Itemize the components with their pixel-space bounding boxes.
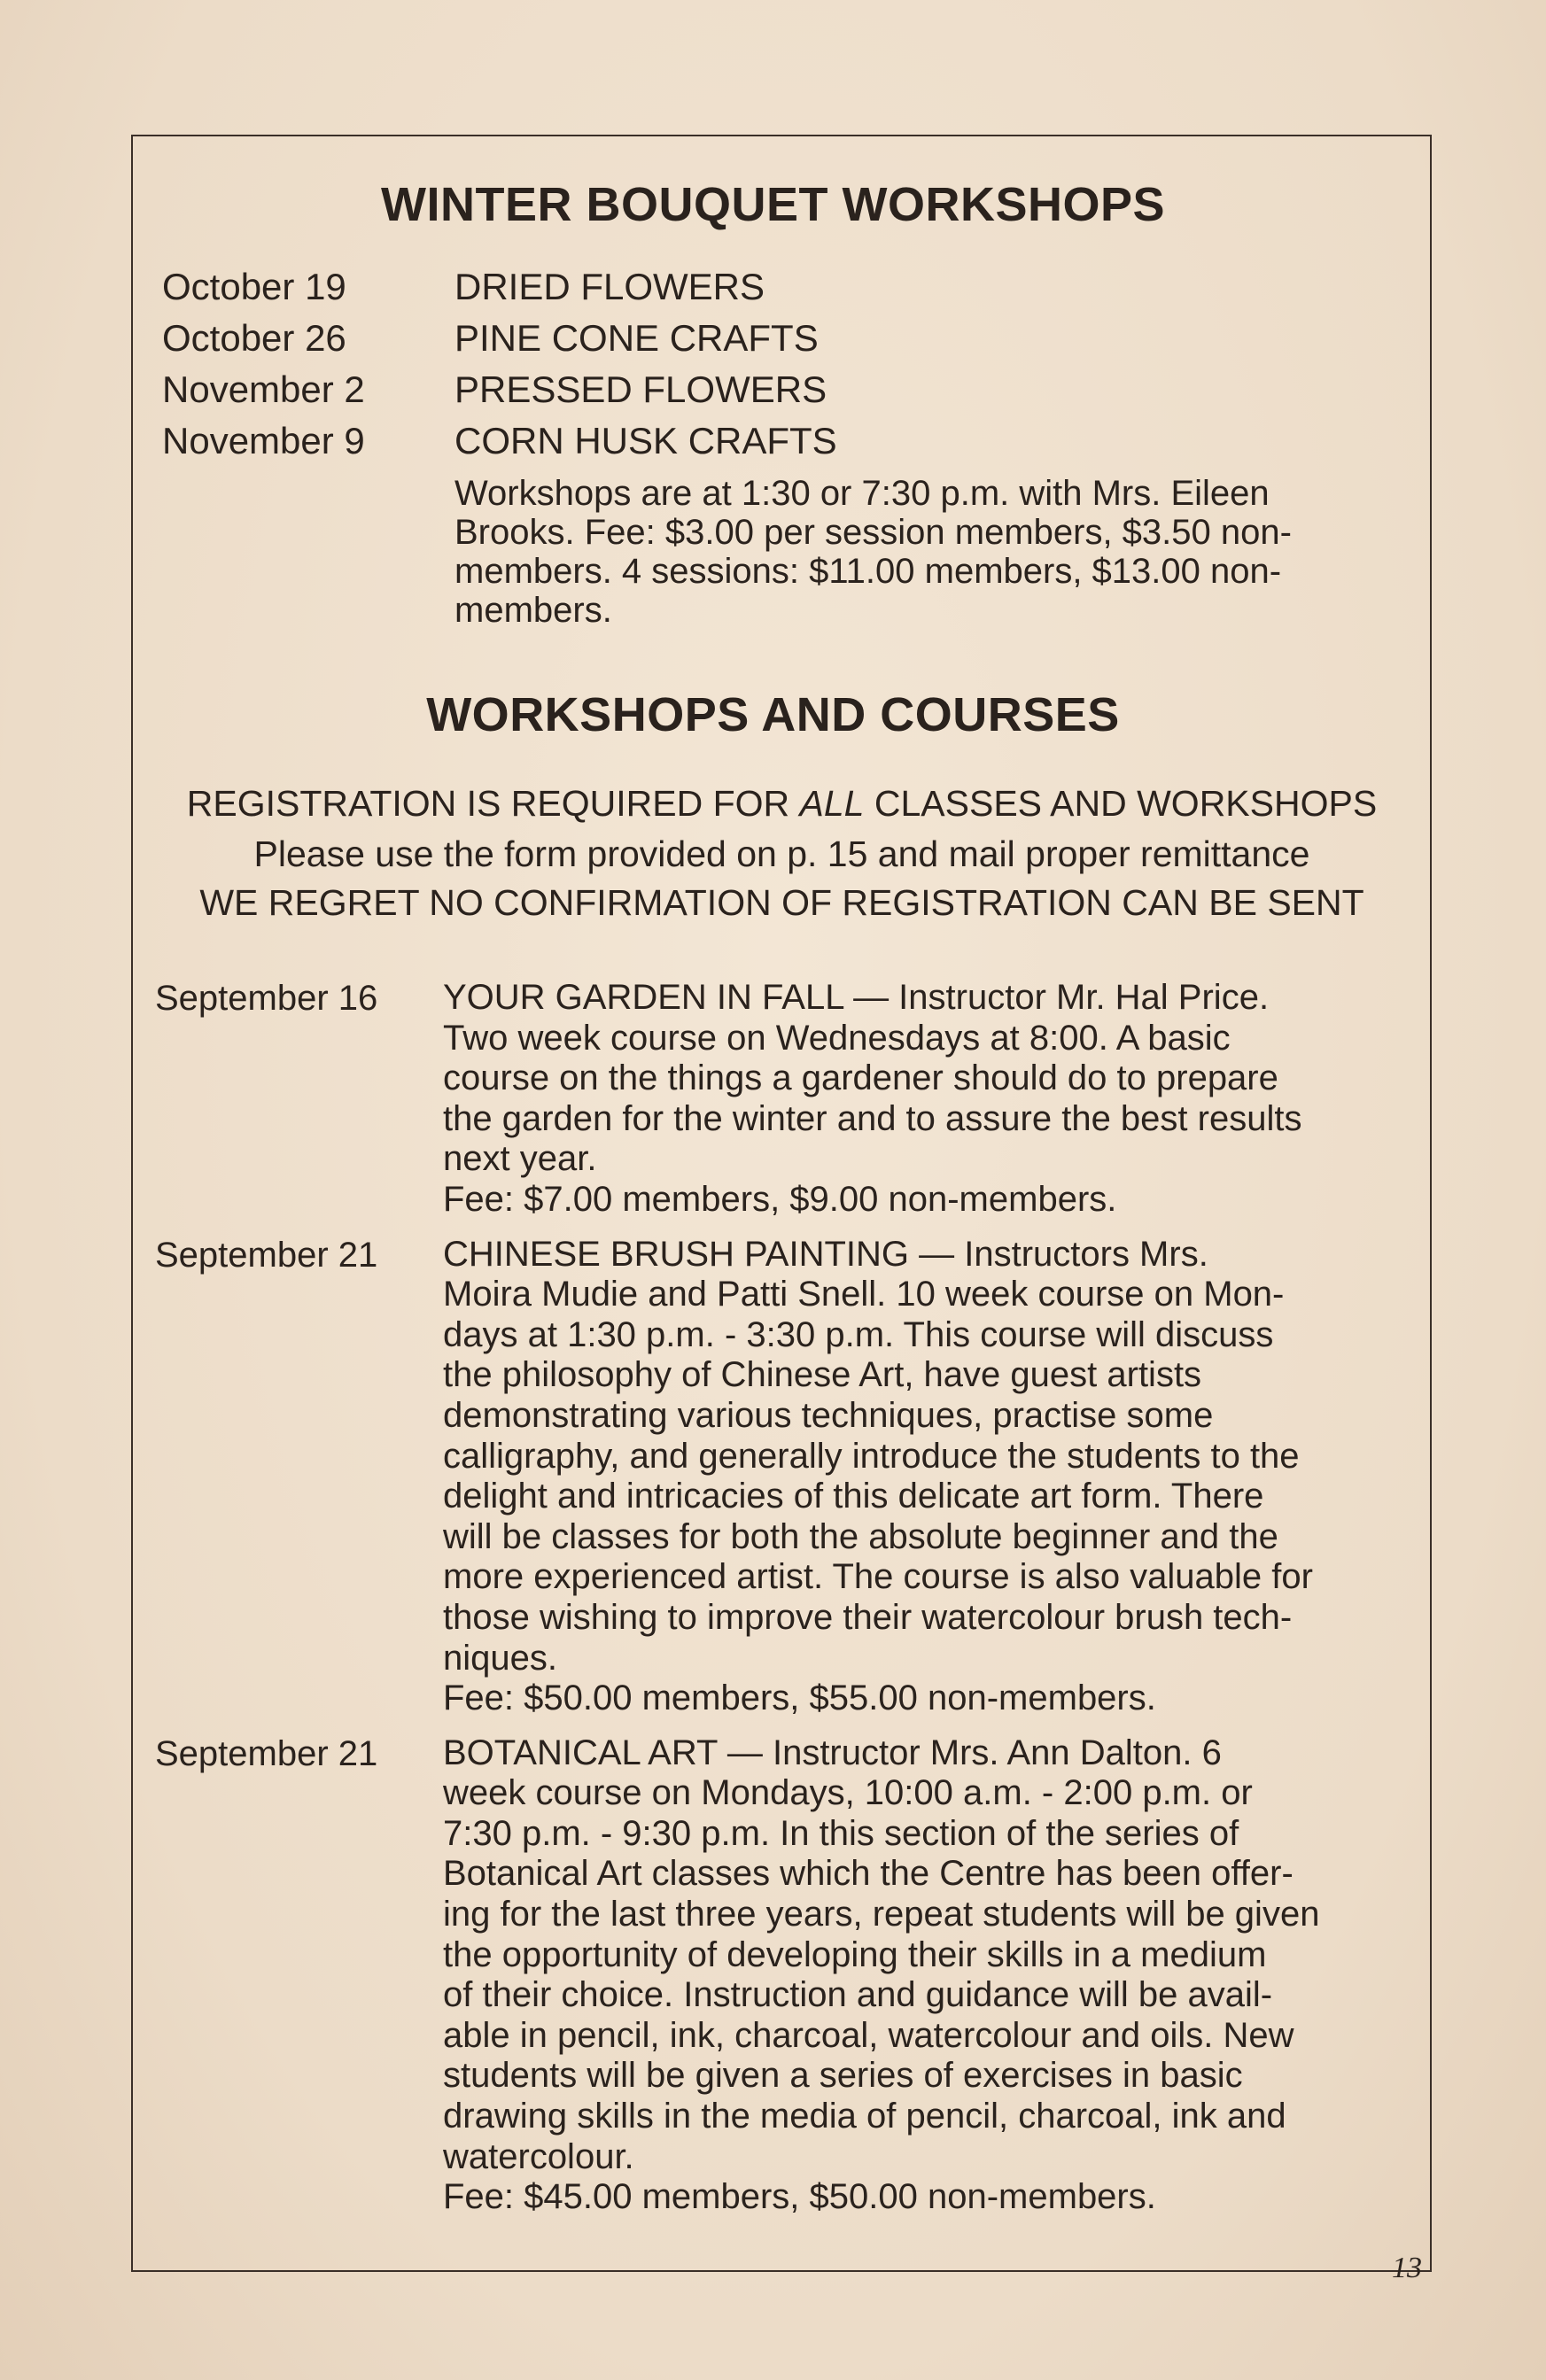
course-line: drawing skills in the media of pencil, charcoal, ink and: [443, 2097, 1286, 2136]
course-line: those wishing to improve their watercolour brush tech-: [443, 1597, 1293, 1637]
course-line: next year.: [443, 1139, 597, 1179]
course-line: able in pencil, ink, charcoal, watercolour and oils. New: [443, 2015, 1294, 2055]
course-line: course on the things a gardener should do to prepare: [443, 1058, 1278, 1098]
course-line: Botanical Art classes which the Centre has been offer-: [443, 1854, 1294, 1894]
winter-workshop-note: [454, 474, 1394, 630]
page-number: 13: [1392, 2252, 1422, 2284]
course-line: students will be given a series of exercises in basic: [443, 2056, 1243, 2096]
course-line: calligraphy, and generally introduce the students to the: [443, 1436, 1300, 1476]
course-line: the philosophy of Chinese Art, have guest artists: [443, 1355, 1202, 1395]
note-line: members.: [454, 591, 612, 630]
course-description: [443, 978, 1395, 1221]
reg-line-pre: REGISTRATION IS REQUIRED FOR: [186, 783, 800, 824]
workshop-title: PINE CONE CRAFTS: [454, 317, 819, 359]
course-date: September 21: [155, 1733, 378, 1773]
winter-bouquet-heading: WINTER BOUQUET WORKSHOPS: [381, 178, 1165, 231]
list-item: [162, 266, 1402, 317]
course-entry: [155, 978, 1413, 1221]
registration-confirmation-line: WE REGRET NO CONFIRMATION OF REGISTRATION CAN BE SENT: [199, 882, 1364, 923]
reg-line-post: CLASSES AND WORKSHOPS: [864, 783, 1378, 824]
workshops-courses-heading: WORKSHOPS AND COURSES: [426, 688, 1120, 741]
course-fee: Fee: $45.00 members, $50.00 non-members.: [443, 2177, 1156, 2217]
course-line: niques.: [443, 1638, 557, 1678]
course-line: YOUR GARDEN IN FALL — Instructor Mr. Hal Price.: [443, 978, 1270, 1017]
workshop-title: DRIED FLOWERS: [454, 266, 765, 307]
course-date: September 16: [155, 979, 378, 1018]
course-line: of their choice. Instruction and guidance will be avail-: [443, 1975, 1273, 2015]
course-fee: Fee: $7.00 members, $9.00 non-members.: [443, 1179, 1117, 1219]
course-line: CHINESE BRUSH PAINTING — Instructors Mrs.: [443, 1234, 1208, 1274]
registration-form-line: Please use the form provided on p. 15 and mail proper remittance: [253, 833, 1310, 874]
list-item: [162, 368, 1402, 420]
course-entry: [155, 1235, 1413, 1719]
course-line: delight and intricacies of this delicate art form. There: [443, 1477, 1264, 1516]
note-line: members. 4 sessions: $11.00 members, $13.00 non-: [454, 552, 1282, 591]
course-date: September 21: [155, 1235, 378, 1275]
course-description: [443, 1733, 1395, 2218]
course-line: Two week course on Wednesdays at 8:00. A basic: [443, 1018, 1231, 1058]
workshop-date: November 2: [162, 368, 365, 410]
note-line: Brooks. Fee: $3.00 per session members, $3.50 non-: [454, 513, 1292, 552]
course-line: Moira Mudie and Patti Snell. 10 week course on Mon-: [443, 1275, 1285, 1314]
reg-line-emphasis: ALL: [799, 783, 865, 824]
course-line: days at 1:30 p.m. - 3:30 p.m. This course will discuss: [443, 1314, 1274, 1354]
winter-workshop-list: [162, 266, 1402, 471]
list-item: [162, 420, 1402, 471]
workshop-date: October 19: [162, 266, 346, 307]
course-line: demonstrating various techniques, practise some: [443, 1395, 1214, 1435]
course-line: ing for the last three years, repeat students will be given: [443, 1895, 1320, 1934]
course-list: [155, 978, 1413, 2218]
course-line: watercolour.: [443, 2136, 634, 2176]
course-description: [443, 1235, 1395, 1719]
course-fee: Fee: $50.00 members, $55.00 non-members.: [443, 1678, 1156, 1718]
workshop-date: October 26: [162, 317, 346, 359]
course-entry: [155, 1733, 1413, 2218]
workshop-title: PRESSED FLOWERS: [454, 368, 827, 410]
note-line: Workshops are at 1:30 or 7:30 p.m. with Mrs. Eileen: [454, 474, 1270, 513]
course-line: 7:30 p.m. - 9:30 p.m. In this section of the series of: [443, 1813, 1239, 1853]
course-line: BOTANICAL ART — Instructor Mrs. Ann Dalton. 6: [443, 1733, 1222, 1772]
course-line: more experienced artist. The course is also valuable for: [443, 1557, 1313, 1597]
workshop-date: November 9: [162, 420, 365, 461]
registration-required-line: [133, 783, 1431, 825]
course-line: will be classes for both the absolute beginner and the: [443, 1516, 1278, 1556]
course-line: week course on Mondays, 10:00 a.m. - 2:00 p.m. or: [443, 1773, 1253, 1813]
course-line: the opportunity of developing their skills in a medium: [443, 1934, 1267, 1974]
workshop-title: CORN HUSK CRAFTS: [454, 420, 837, 461]
list-item: [162, 317, 1402, 368]
course-line: the garden for the winter and to assure the best results: [443, 1098, 1302, 1138]
